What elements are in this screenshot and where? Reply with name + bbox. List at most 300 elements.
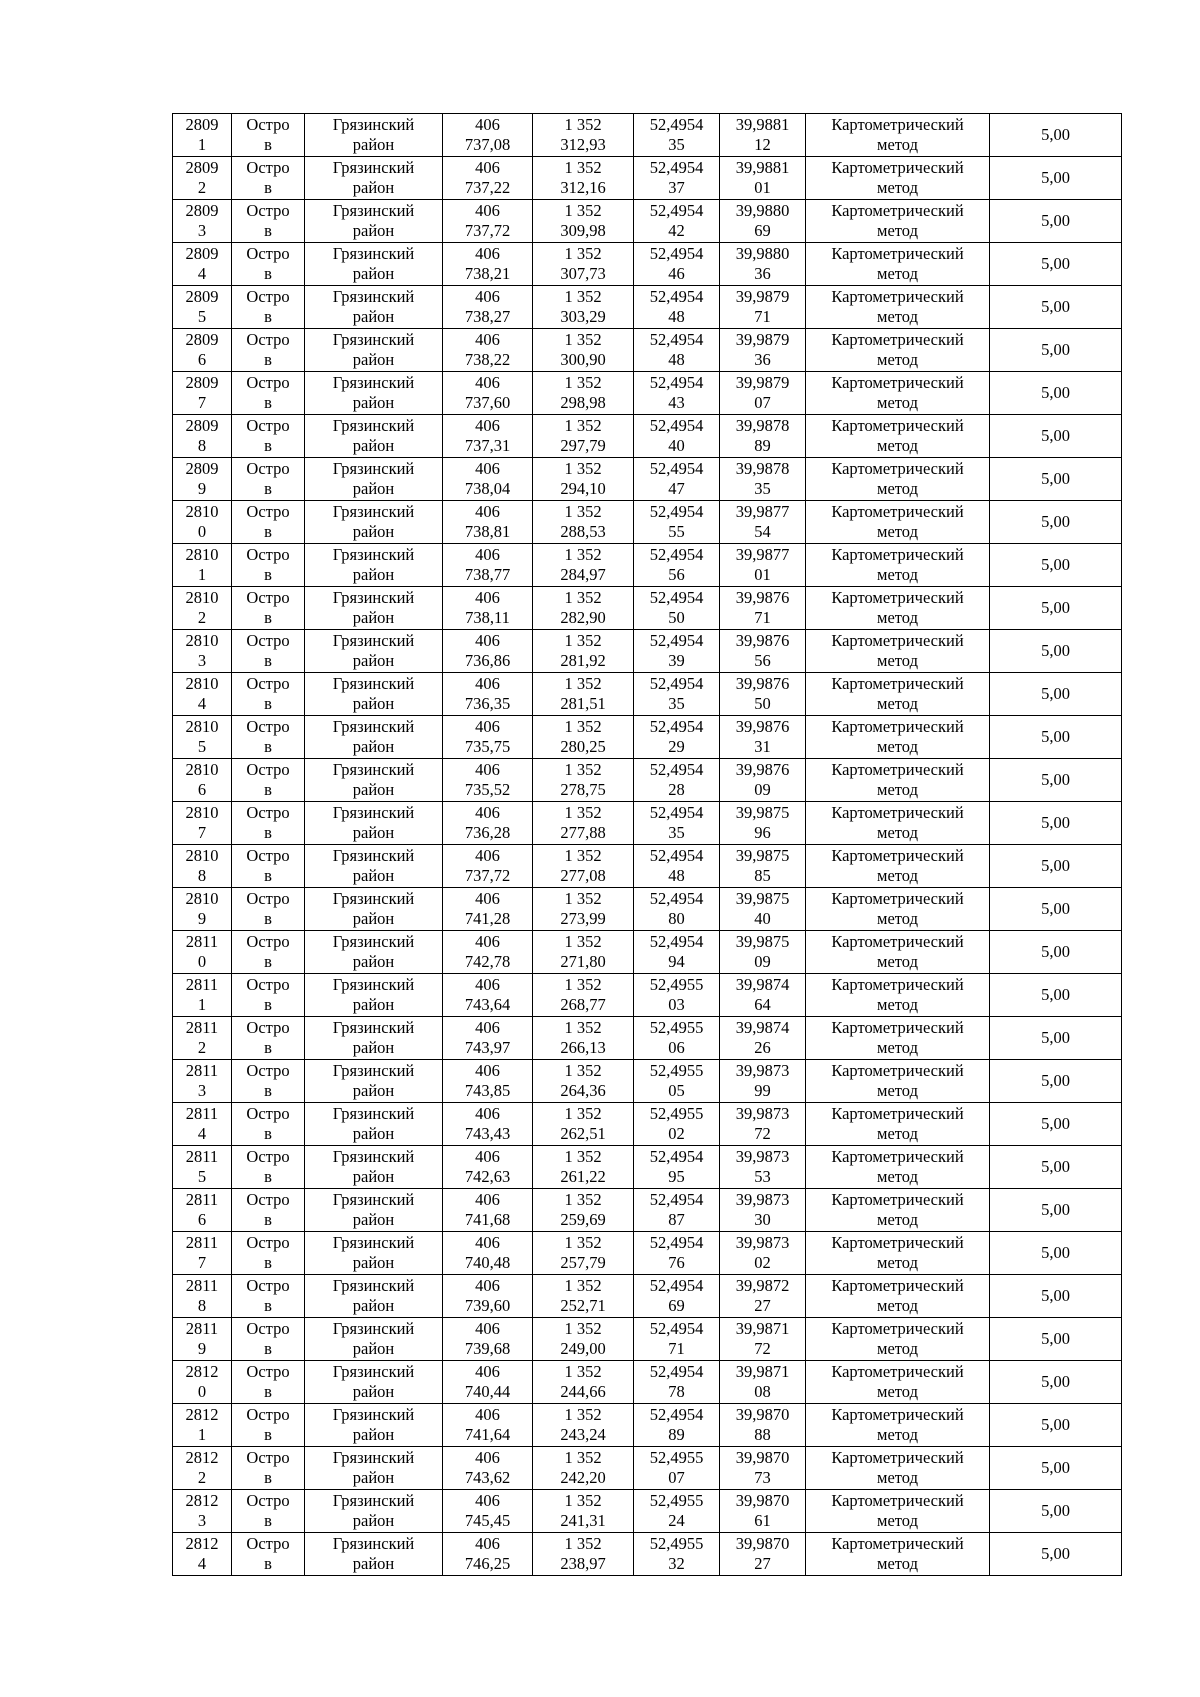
cell-coord-x	[443, 845, 533, 888]
cell-point-number-line1: 2810	[185, 588, 219, 607]
cell-object-type-line1: Остро	[246, 330, 290, 349]
cell-coord-x	[443, 1146, 533, 1189]
cell-longitude-line2: 09	[754, 779, 771, 799]
cell-coord-y-line2: 266,13	[560, 1037, 606, 1057]
cell-point-number-line2: 0	[197, 951, 207, 971]
cell-point-number-line1: 2810	[185, 803, 219, 822]
cell-longitude-line2: 09	[754, 951, 771, 971]
cell-latitude	[634, 1447, 720, 1490]
cell-longitude-line2: 12	[754, 134, 771, 154]
cell-object-type-line2: в	[264, 951, 272, 971]
cell-district-line2: район	[352, 521, 395, 541]
cell-district-line2: район	[352, 306, 395, 326]
cell-coord-x-line1: 406	[475, 1405, 500, 1424]
cell-point-number	[173, 1232, 232, 1275]
cell-district	[305, 114, 443, 157]
cell-latitude	[634, 544, 720, 587]
cell-coord-y	[533, 1103, 634, 1146]
cell-object-type-line1: Остро	[246, 502, 290, 521]
cell-point-number-line2: 8	[197, 865, 207, 885]
cell-coord-y-line1: 1 352	[564, 244, 602, 263]
cell-coord-y	[533, 200, 634, 243]
table-row	[173, 286, 1122, 329]
cell-latitude-line1: 52,4955	[649, 1104, 704, 1123]
cell-method	[806, 1060, 990, 1103]
cell-latitude-line1: 52,4954	[649, 115, 704, 134]
cell-point-number	[173, 1146, 232, 1189]
cell-coord-y-line2: 243,24	[560, 1424, 606, 1444]
cell-method-line2: метод	[877, 1037, 918, 1057]
cell-point-number-line1: 2811	[185, 975, 219, 994]
cell-object-type-line2: в	[264, 865, 272, 885]
cell-district-line1: Грязинский	[332, 1147, 415, 1166]
cell-method-line2: метод	[877, 177, 918, 197]
cell-latitude	[634, 458, 720, 501]
cell-error: 5,00	[990, 243, 1122, 286]
cell-coord-y-line2: 284,97	[560, 564, 606, 584]
cell-district-line1: Грязинский	[332, 975, 415, 994]
cell-coord-x	[443, 286, 533, 329]
cell-method	[806, 673, 990, 716]
cell-district	[305, 888, 443, 931]
cell-error: 5,00	[990, 1275, 1122, 1318]
cell-longitude	[720, 673, 806, 716]
table-row	[173, 329, 1122, 372]
cell-longitude	[720, 372, 806, 415]
cell-latitude-line1: 52,4955	[649, 1448, 704, 1467]
cell-latitude	[634, 1103, 720, 1146]
table-row	[173, 673, 1122, 716]
cell-longitude-line1: 39,9880	[735, 201, 790, 220]
cell-longitude-line1: 39,9873	[735, 1147, 790, 1166]
cell-coord-x	[443, 1017, 533, 1060]
cell-latitude-line1: 52,4954	[649, 631, 704, 650]
cell-object-type-line2: в	[264, 521, 272, 541]
cell-coord-x-line2: 738,27	[464, 306, 511, 326]
cell-latitude-line2: 03	[668, 994, 685, 1014]
cell-longitude-line1: 39,9874	[735, 975, 790, 994]
cell-object-type-line2: в	[264, 564, 272, 584]
cell-district	[305, 845, 443, 888]
cell-coord-y-line2: 280,25	[560, 736, 606, 756]
cell-error: 5,00	[990, 802, 1122, 845]
cell-method-line1: Картометрический	[831, 1233, 964, 1252]
cell-district	[305, 1275, 443, 1318]
cell-point-number	[173, 1490, 232, 1533]
cell-district-line1: Грязинский	[332, 1061, 415, 1080]
cell-coord-x	[443, 544, 533, 587]
cell-longitude-line1: 39,9878	[735, 416, 790, 435]
cell-coord-x-line2: 735,52	[464, 779, 511, 799]
cell-longitude-line2: 72	[754, 1338, 771, 1358]
cell-method-line2: метод	[877, 1252, 918, 1272]
cell-error: 5,00	[990, 673, 1122, 716]
cell-method-line2: метод	[877, 134, 918, 154]
cell-longitude-line1: 39,9875	[735, 846, 790, 865]
cell-coord-y	[533, 759, 634, 802]
cell-latitude-line1: 52,4954	[649, 158, 704, 177]
cell-error: 5,00	[990, 759, 1122, 802]
cell-method-line2: метод	[877, 1510, 918, 1530]
cell-coord-y-line2: 303,29	[560, 306, 606, 326]
cell-method-line2: метод	[877, 779, 918, 799]
cell-latitude-line1: 52,4954	[649, 1233, 704, 1252]
cell-point-number-line1: 2810	[185, 631, 219, 650]
cell-method-line2: метод	[877, 392, 918, 412]
cell-coord-y-line1: 1 352	[564, 115, 602, 134]
cell-point-number-line2: 3	[197, 650, 207, 670]
cell-method-line2: метод	[877, 607, 918, 627]
cell-point-number-line1: 2812	[185, 1362, 219, 1381]
cell-error: 5,00	[990, 458, 1122, 501]
cell-coord-x-line1: 406	[475, 115, 500, 134]
cell-method-line2: метод	[877, 1080, 918, 1100]
cell-district-line1: Грязинский	[332, 889, 415, 908]
cell-error: 5,00	[990, 888, 1122, 931]
cell-method-line2: метод	[877, 1424, 918, 1444]
cell-district-line2: район	[352, 1510, 395, 1530]
cell-error: 5,00	[990, 1189, 1122, 1232]
cell-method	[806, 1447, 990, 1490]
cell-coord-y-line2: 257,79	[560, 1252, 606, 1272]
cell-coord-x	[443, 759, 533, 802]
cell-object-type-line2: в	[264, 1209, 272, 1229]
cell-point-number-line1: 2809	[185, 373, 219, 392]
cell-coord-y	[533, 329, 634, 372]
cell-district-line1: Грязинский	[332, 803, 415, 822]
cell-point-number	[173, 1447, 232, 1490]
cell-point-number	[173, 1060, 232, 1103]
cell-latitude	[634, 1361, 720, 1404]
cell-district-line1: Грязинский	[332, 1233, 415, 1252]
cell-latitude-line2: 55	[668, 521, 685, 541]
cell-longitude-line1: 39,9870	[735, 1491, 790, 1510]
cell-district-line2: район	[352, 1381, 395, 1401]
cell-coord-y-line2: 261,22	[560, 1166, 606, 1186]
cell-longitude	[720, 1189, 806, 1232]
cell-point-number-line1: 2809	[185, 330, 219, 349]
cell-coord-x	[443, 372, 533, 415]
cell-point-number-line2: 2	[197, 607, 207, 627]
table-row	[173, 157, 1122, 200]
cell-coord-y	[533, 931, 634, 974]
cell-latitude	[634, 286, 720, 329]
cell-coord-x-line2: 742,78	[464, 951, 511, 971]
cell-district-line2: район	[352, 650, 395, 670]
cell-method-line1: Картометрический	[831, 803, 964, 822]
cell-method-line2: метод	[877, 1338, 918, 1358]
cell-object-type	[232, 501, 305, 544]
cell-district	[305, 286, 443, 329]
cell-latitude	[634, 1017, 720, 1060]
cell-coord-x-line1: 406	[475, 545, 500, 564]
cell-object-type-line2: в	[264, 650, 272, 670]
cell-method-line2: метод	[877, 1553, 918, 1573]
cell-object-type	[232, 372, 305, 415]
cell-method-line1: Картометрический	[831, 115, 964, 134]
cell-latitude-line1: 52,4955	[649, 1534, 704, 1553]
cell-coord-y-line1: 1 352	[564, 1491, 602, 1510]
cell-coord-y-line1: 1 352	[564, 1362, 602, 1381]
cell-method	[806, 1404, 990, 1447]
cell-coord-y-line1: 1 352	[564, 1405, 602, 1424]
cell-object-type-line2: в	[264, 779, 272, 799]
cell-coord-y-line2: 242,20	[560, 1467, 606, 1487]
cell-point-number	[173, 1404, 232, 1447]
cell-object-type-line2: в	[264, 435, 272, 455]
cell-coord-y	[533, 501, 634, 544]
table-row	[173, 630, 1122, 673]
cell-longitude-line2: 40	[754, 908, 771, 928]
cell-point-number-line2: 3	[197, 220, 207, 240]
cell-method-line1: Картометрический	[831, 1448, 964, 1467]
table-row	[173, 1017, 1122, 1060]
cell-coord-y-line1: 1 352	[564, 975, 602, 994]
cell-latitude-line2: 37	[668, 177, 685, 197]
cell-coord-x-line2: 738,04	[464, 478, 511, 498]
cell-latitude-line2: 46	[668, 263, 685, 283]
cell-longitude-line2: 85	[754, 865, 771, 885]
cell-coord-x	[443, 1404, 533, 1447]
table-row	[173, 544, 1122, 587]
cell-point-number-line1: 2812	[185, 1491, 219, 1510]
cell-latitude	[634, 243, 720, 286]
cell-point-number-line1: 2810	[185, 717, 219, 736]
cell-longitude-line1: 39,9870	[735, 1405, 790, 1424]
table-row	[173, 1189, 1122, 1232]
cell-coord-y	[533, 1318, 634, 1361]
cell-latitude	[634, 888, 720, 931]
cell-error: 5,00	[990, 630, 1122, 673]
cell-point-number-line1: 2809	[185, 416, 219, 435]
cell-point-number-line1: 2809	[185, 201, 219, 220]
cell-method-line1: Картометрический	[831, 373, 964, 392]
cell-coord-y-line1: 1 352	[564, 545, 602, 564]
table-row	[173, 1232, 1122, 1275]
cell-longitude-line1: 39,9872	[735, 1276, 790, 1295]
cell-object-type-line2: в	[264, 1037, 272, 1057]
cell-object-type-line2: в	[264, 1166, 272, 1186]
cell-latitude-line2: 89	[668, 1424, 685, 1444]
cell-longitude	[720, 1275, 806, 1318]
cell-method	[806, 1189, 990, 1232]
cell-district	[305, 1189, 443, 1232]
cell-latitude-line1: 52,4954	[649, 803, 704, 822]
cell-district-line2: район	[352, 1080, 395, 1100]
cell-method-line1: Картометрический	[831, 1276, 964, 1295]
cell-coord-y	[533, 114, 634, 157]
cell-coord-x-line1: 406	[475, 1190, 500, 1209]
cell-longitude-line2: 36	[754, 349, 771, 369]
cell-object-type	[232, 1060, 305, 1103]
cell-latitude-line1: 52,4955	[649, 975, 704, 994]
cell-method	[806, 200, 990, 243]
cell-longitude-line2: 54	[754, 521, 771, 541]
cell-point-number-line2: 7	[197, 822, 207, 842]
cell-method-line1: Картометрический	[831, 760, 964, 779]
cell-method	[806, 415, 990, 458]
cell-object-type-line2: в	[264, 263, 272, 283]
table-row	[173, 587, 1122, 630]
cell-longitude-line1: 39,9871	[735, 1362, 790, 1381]
cell-point-number-line1: 2811	[185, 1233, 219, 1252]
table-row	[173, 802, 1122, 845]
cell-method-line1: Картометрический	[831, 717, 964, 736]
cell-coord-x-line2: 737,08	[464, 134, 511, 154]
cell-point-number-line2: 3	[197, 1080, 207, 1100]
cell-district-line1: Грязинский	[332, 115, 415, 134]
cell-method	[806, 1275, 990, 1318]
cell-point-number	[173, 845, 232, 888]
cell-longitude-line1: 39,9873	[735, 1061, 790, 1080]
cell-longitude-line1: 39,9878	[735, 459, 790, 478]
table-row	[173, 1447, 1122, 1490]
cell-point-number-line1: 2809	[185, 287, 219, 306]
cell-method-line1: Картометрический	[831, 1018, 964, 1037]
cell-object-type-line2: в	[264, 1123, 272, 1143]
cell-point-number-line1: 2811	[185, 1276, 219, 1295]
cell-coord-x-line1: 406	[475, 416, 500, 435]
cell-object-type	[232, 1533, 305, 1576]
cell-latitude	[634, 1189, 720, 1232]
cell-point-number-line1: 2811	[185, 1190, 219, 1209]
cell-district-line1: Грязинский	[332, 588, 415, 607]
cell-object-type-line2: в	[264, 1252, 272, 1272]
cell-district-line1: Грязинский	[332, 1448, 415, 1467]
cell-coord-x-line2: 745,45	[464, 1510, 511, 1530]
cell-method	[806, 1232, 990, 1275]
cell-object-type-line2: в	[264, 392, 272, 412]
cell-method-line1: Картометрический	[831, 846, 964, 865]
cell-latitude	[634, 630, 720, 673]
cell-object-type-line2: в	[264, 220, 272, 240]
cell-longitude-line1: 39,9876	[735, 760, 790, 779]
cell-coord-y	[533, 1447, 634, 1490]
cell-coord-y-line2: 271,80	[560, 951, 606, 971]
cell-longitude-line2: 71	[754, 306, 771, 326]
cell-point-number	[173, 1103, 232, 1146]
cell-longitude-line1: 39,9879	[735, 330, 790, 349]
cell-coord-y	[533, 587, 634, 630]
cell-method	[806, 1017, 990, 1060]
cell-coord-x-line2: 741,68	[464, 1209, 511, 1229]
cell-method-line1: Картометрический	[831, 1190, 964, 1209]
cell-method-line1: Картометрический	[831, 1405, 964, 1424]
cell-point-number-line2: 5	[197, 1166, 207, 1186]
cell-coord-x-line2: 743,62	[464, 1467, 511, 1487]
cell-district-line2: район	[352, 263, 395, 283]
cell-object-type	[232, 1232, 305, 1275]
cell-coord-y	[533, 802, 634, 845]
cell-district-line2: район	[352, 822, 395, 842]
cell-latitude-line2: 76	[668, 1252, 685, 1272]
cell-district-line2: район	[352, 1467, 395, 1487]
cell-longitude-line2: 69	[754, 220, 771, 240]
table-row	[173, 372, 1122, 415]
cell-point-number-line1: 2809	[185, 244, 219, 263]
cell-longitude	[720, 931, 806, 974]
cell-method-line1: Картометрический	[831, 1061, 964, 1080]
cell-error: 5,00	[990, 716, 1122, 759]
cell-object-type-line1: Остро	[246, 932, 290, 951]
cell-object-type	[232, 1275, 305, 1318]
cell-coord-x-line1: 406	[475, 1362, 500, 1381]
cell-longitude	[720, 1490, 806, 1533]
cell-latitude-line2: 95	[668, 1166, 685, 1186]
cell-district-line1: Грязинский	[332, 416, 415, 435]
cell-latitude	[634, 200, 720, 243]
cell-coord-x	[443, 329, 533, 372]
cell-district	[305, 931, 443, 974]
cell-latitude-line2: 48	[668, 306, 685, 326]
cell-district-line2: район	[352, 1424, 395, 1444]
cell-longitude-line2: 96	[754, 822, 771, 842]
cell-coord-y-line1: 1 352	[564, 1147, 602, 1166]
cell-object-type-line1: Остро	[246, 1534, 290, 1553]
cell-district-line1: Грязинский	[332, 1190, 415, 1209]
cell-object-type	[232, 716, 305, 759]
cell-error: 5,00	[990, 587, 1122, 630]
cell-coord-y-line1: 1 352	[564, 588, 602, 607]
cell-point-number-line2: 2	[197, 177, 207, 197]
cell-latitude-line2: 02	[668, 1123, 685, 1143]
cell-coord-y-line1: 1 352	[564, 674, 602, 693]
cell-latitude-line1: 52,4954	[649, 932, 704, 951]
cell-latitude-line1: 52,4954	[649, 1276, 704, 1295]
cell-longitude-line1: 39,9874	[735, 1018, 790, 1037]
cell-latitude-line1: 52,4954	[649, 674, 704, 693]
cell-latitude	[634, 415, 720, 458]
cell-longitude-line1: 39,9877	[735, 545, 790, 564]
cell-point-number-line2: 0	[197, 1381, 207, 1401]
cell-district-line1: Грязинский	[332, 1319, 415, 1338]
cell-latitude-line1: 52,4954	[649, 545, 704, 564]
cell-method	[806, 329, 990, 372]
cell-object-type-line2: в	[264, 1080, 272, 1100]
cell-latitude-line2: 94	[668, 951, 685, 971]
cell-method-line1: Картометрический	[831, 588, 964, 607]
cell-error: 5,00	[990, 1404, 1122, 1447]
cell-coord-x-line1: 406	[475, 760, 500, 779]
cell-object-type-line1: Остро	[246, 1147, 290, 1166]
cell-longitude-line1: 39,9880	[735, 244, 790, 263]
cell-point-number-line1: 2810	[185, 760, 219, 779]
cell-coord-y	[533, 458, 634, 501]
cell-point-number	[173, 243, 232, 286]
cell-point-number-line2: 5	[197, 306, 207, 326]
cell-object-type-line1: Остро	[246, 846, 290, 865]
cell-object-type-line2: в	[264, 177, 272, 197]
cell-latitude	[634, 845, 720, 888]
cell-coord-x-line2: 738,22	[464, 349, 511, 369]
cell-longitude	[720, 1533, 806, 1576]
table-row	[173, 1146, 1122, 1189]
cell-coord-y	[533, 157, 634, 200]
cell-coord-x	[443, 415, 533, 458]
cell-object-type-line2: в	[264, 1338, 272, 1358]
cell-method	[806, 1361, 990, 1404]
cell-point-number-line2: 0	[197, 521, 207, 541]
cell-coord-y-line2: 264,36	[560, 1080, 606, 1100]
cell-coord-x-line1: 406	[475, 803, 500, 822]
cell-district	[305, 1447, 443, 1490]
cell-coord-x-line2: 742,63	[464, 1166, 511, 1186]
cell-coord-x	[443, 458, 533, 501]
cell-object-type	[232, 1447, 305, 1490]
cell-latitude-line1: 52,4954	[649, 1319, 704, 1338]
cell-coord-y-line1: 1 352	[564, 502, 602, 521]
cell-latitude-line2: 50	[668, 607, 685, 627]
